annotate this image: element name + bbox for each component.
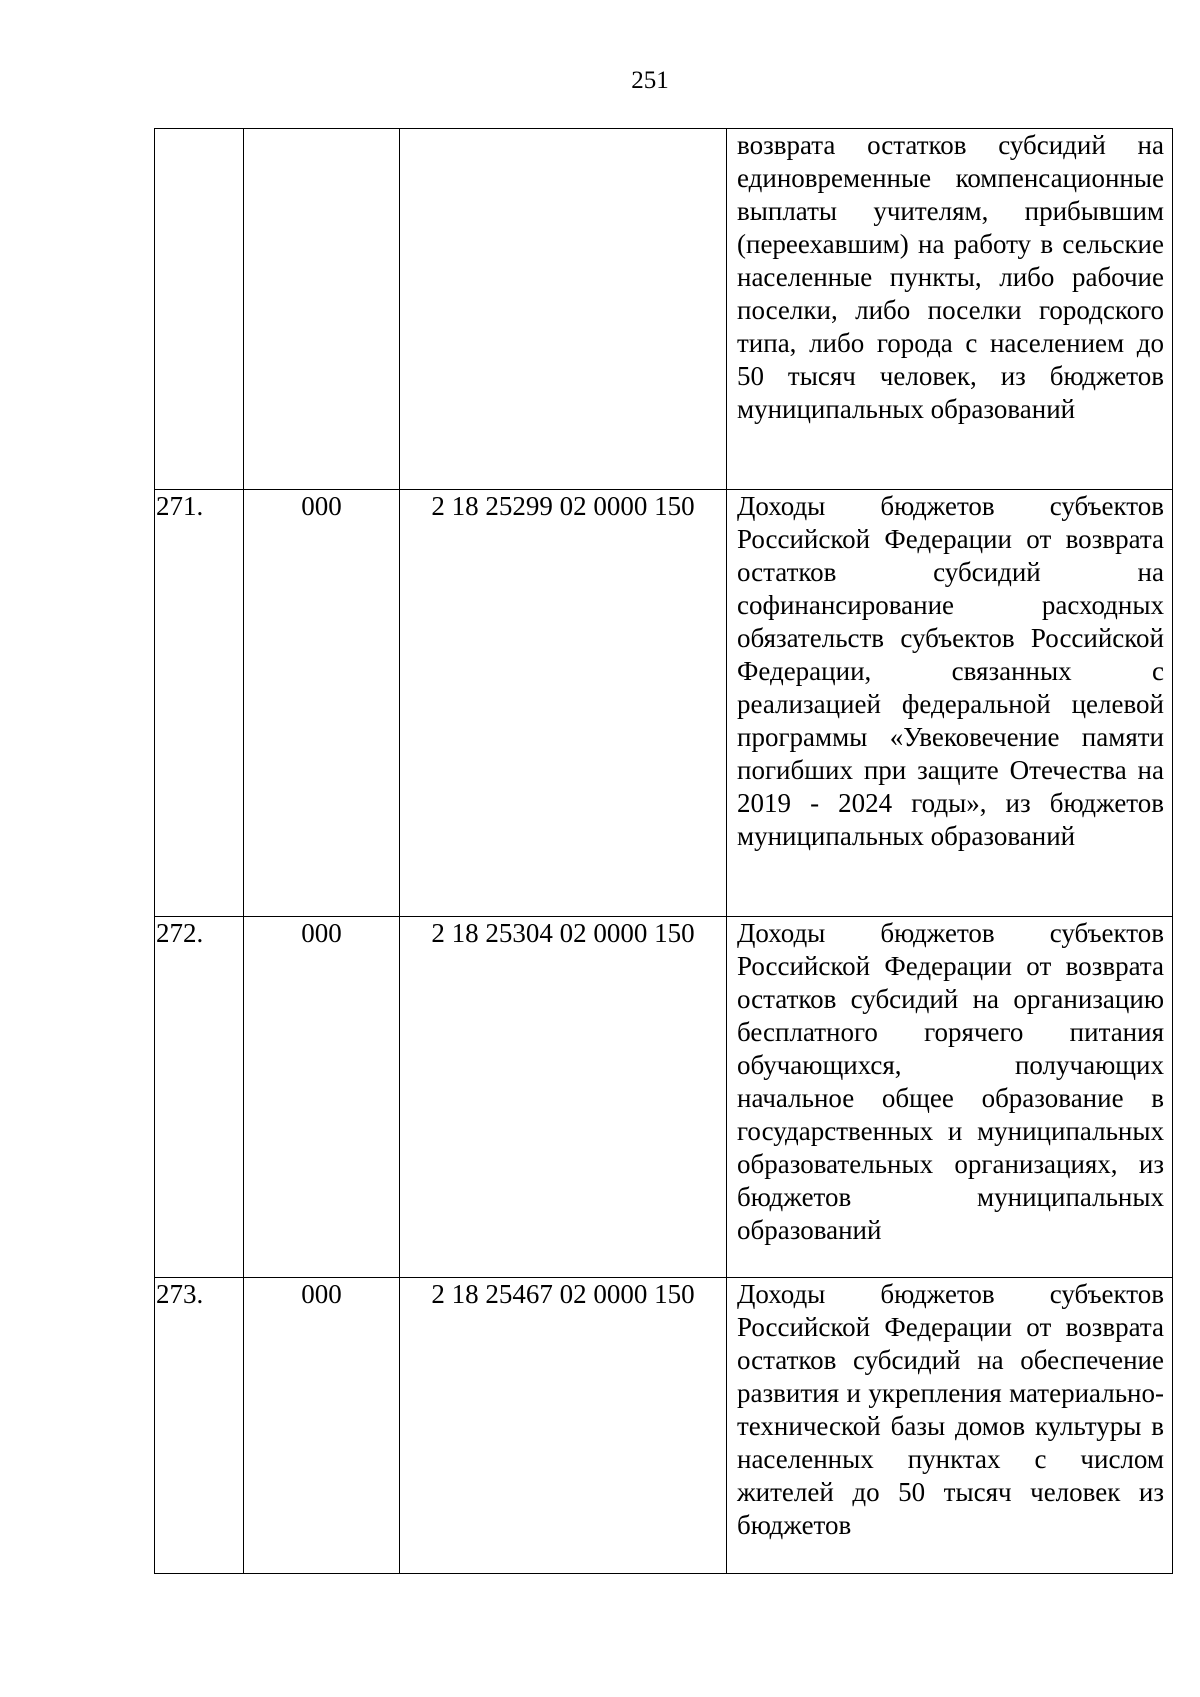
description-cell [727, 1278, 1173, 1574]
table-row [155, 1278, 1173, 1574]
row-number-cell: 273. [155, 1278, 244, 1574]
revenue-codes-table-wrapper [154, 128, 1173, 1574]
kbk-code-cell [400, 129, 727, 490]
table-row [155, 490, 1173, 917]
admin-code-cell: 000 [244, 490, 400, 917]
description-text: Доходы бюджетов субъектов Российской Федерации от возврата остатков субсидий на обеспечение развития и укрепления материально-технической базы домов культуры в населенных пунктах с числом жителей до 50 тысяч человек из бюджетов [737, 1279, 1164, 1540]
admin-code-cell: 000 [244, 917, 400, 1278]
table-row [155, 129, 1173, 490]
description-cell [727, 490, 1173, 917]
description-text: Доходы бюджетов субъектов Российской Федерации от возврата остатков субсидий на организацию бесплатного горячего питания обучающихся, получающих начальное общее образование в государственных и муниципальных образовательных организациях, из бюджетов муниципальных образований [737, 918, 1164, 1245]
description-text: Доходы бюджетов субъектов Российской Федерации от возврата остатков субсидий на софинансирование расходных обязательств субъектов Российской Федерации, связанных с реализацией федеральной целевой программы «Увековечение памяти погибших при защите Отечества на 2019 - 2024 годы», из бюджетов муниципальных образований [737, 491, 1164, 851]
row-number-cell: 271. [155, 490, 244, 917]
kbk-code-cell: 2 18 25304 02 0000 150 [400, 917, 727, 1278]
description-text: возврата остатков субсидий на единовременные компенсационные выплаты учителям, прибывшим (переехавшим) на работу в сельские населенные пункты, либо рабочие поселки, либо поселки городского типа, либо города с населением до 50 тысяч человек, из бюджетов муниципальных образований [737, 130, 1164, 424]
page-number: 251 [631, 67, 669, 94]
row-number-cell: 272. [155, 917, 244, 1278]
admin-code-cell [244, 129, 400, 490]
kbk-code-cell: 2 18 25467 02 0000 150 [400, 1278, 727, 1574]
description-cell [727, 129, 1173, 490]
kbk-code-cell: 2 18 25299 02 0000 150 [400, 490, 727, 917]
description-cell [727, 917, 1173, 1278]
admin-code-cell: 000 [244, 1278, 400, 1574]
revenue-codes-table [154, 128, 1173, 1574]
row-number-cell [155, 129, 244, 490]
table-row [155, 917, 1173, 1278]
